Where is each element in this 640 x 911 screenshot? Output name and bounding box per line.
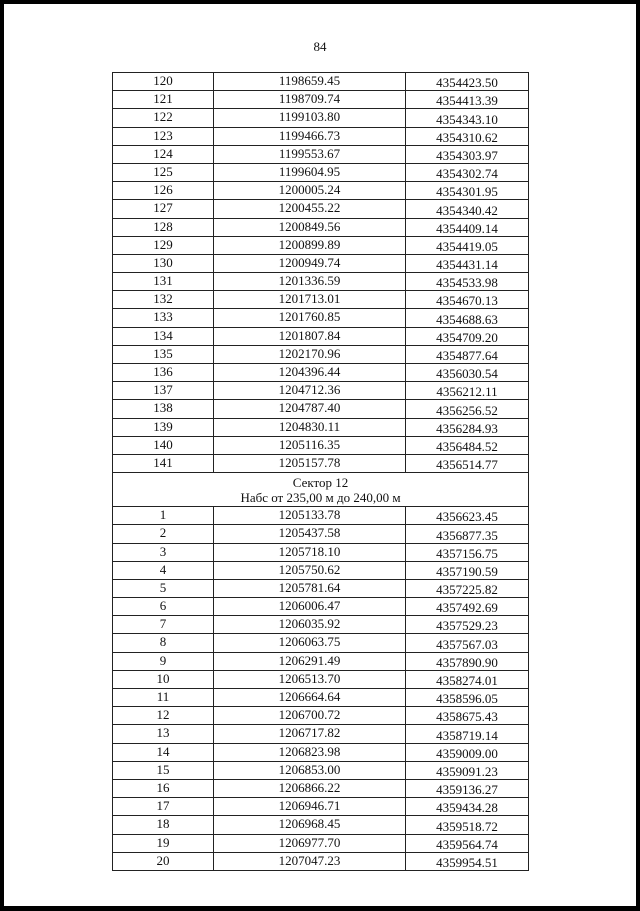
x-coordinate-cell: 1201713.01 (214, 291, 406, 309)
x-coordinate-cell: 1199553.67 (214, 145, 406, 163)
table-row (113, 525, 529, 543)
table-row (113, 218, 529, 236)
point-number-cell: 8 (113, 634, 214, 652)
table-row (113, 543, 529, 561)
y-coordinate-cell: 4359009.00 (406, 743, 529, 761)
table-row (113, 327, 529, 345)
point-number-cell: 124 (113, 145, 214, 163)
table-row (113, 200, 529, 218)
table-row (113, 182, 529, 200)
table-row (113, 579, 529, 597)
table-row (113, 798, 529, 816)
point-number-cell: 128 (113, 218, 214, 236)
sector-header-section (113, 473, 529, 507)
y-coordinate-cell: 4356212.11 (406, 382, 529, 400)
x-coordinate-cell: 1198659.45 (214, 73, 406, 91)
x-coordinate-cell: 1199103.80 (214, 109, 406, 127)
table-row (113, 345, 529, 363)
table-row (113, 561, 529, 579)
point-number-cell: 131 (113, 273, 214, 291)
point-number-cell: 137 (113, 382, 214, 400)
y-coordinate-cell: 4354877.64 (406, 345, 529, 363)
x-coordinate-cell: 1206977.70 (214, 834, 406, 852)
point-number-cell: 14 (113, 743, 214, 761)
sector-header-row (113, 473, 529, 507)
x-coordinate-cell: 1206866.22 (214, 779, 406, 797)
table-row (113, 725, 529, 743)
y-coordinate-cell: 4357156.75 (406, 543, 529, 561)
table-row (113, 254, 529, 272)
y-coordinate-cell: 4354431.14 (406, 254, 529, 272)
point-number-cell: 6 (113, 598, 214, 616)
y-coordinate-cell: 4357890.90 (406, 652, 529, 670)
point-number-cell: 141 (113, 454, 214, 472)
x-coordinate-cell: 1200899.89 (214, 236, 406, 254)
point-number-cell: 3 (113, 543, 214, 561)
y-coordinate-cell: 4354343.10 (406, 109, 529, 127)
x-coordinate-cell: 1204787.40 (214, 400, 406, 418)
x-coordinate-cell: 1206946.71 (214, 798, 406, 816)
y-coordinate-cell: 4359518.72 (406, 816, 529, 834)
table-row (113, 236, 529, 254)
y-coordinate-cell: 4359091.23 (406, 761, 529, 779)
coordinates-table-top-section (113, 73, 529, 473)
y-coordinate-cell: 4354670.13 (406, 291, 529, 309)
point-number-cell: 129 (113, 236, 214, 254)
point-number-cell: 135 (113, 345, 214, 363)
y-coordinate-cell: 4356030.54 (406, 364, 529, 382)
y-coordinate-cell: 4357529.23 (406, 616, 529, 634)
point-number-cell: 136 (113, 364, 214, 382)
y-coordinate-cell: 4357190.59 (406, 561, 529, 579)
y-coordinate-cell: 4354310.62 (406, 127, 529, 145)
sector-title: Сектор 12 (292, 475, 349, 491)
y-coordinate-cell: 4354413.39 (406, 91, 529, 109)
y-coordinate-cell: 4354423.50 (406, 73, 529, 91)
table-row (113, 436, 529, 454)
x-coordinate-cell: 1200949.74 (214, 254, 406, 272)
table-row (113, 91, 529, 109)
table-row (113, 127, 529, 145)
x-coordinate-cell: 1205718.10 (214, 543, 406, 561)
point-number-cell: 2 (113, 525, 214, 543)
table-row (113, 454, 529, 472)
y-coordinate-cell: 4354301.95 (406, 182, 529, 200)
table-row (113, 364, 529, 382)
x-coordinate-cell: 1201807.84 (214, 327, 406, 345)
y-coordinate-cell: 4359136.27 (406, 779, 529, 797)
x-coordinate-cell: 1206513.70 (214, 670, 406, 688)
point-number-cell: 13 (113, 725, 214, 743)
table-row (113, 309, 529, 327)
x-coordinate-cell: 1206717.82 (214, 725, 406, 743)
table-row (113, 761, 529, 779)
y-coordinate-cell: 4356284.93 (406, 418, 529, 436)
point-number-cell: 138 (113, 400, 214, 418)
x-coordinate-cell: 1200849.56 (214, 218, 406, 236)
x-coordinate-cell: 1199604.95 (214, 163, 406, 181)
y-coordinate-cell: 4357567.03 (406, 634, 529, 652)
x-coordinate-cell: 1206063.75 (214, 634, 406, 652)
x-coordinate-cell: 1205437.58 (214, 525, 406, 543)
point-number-cell: 123 (113, 127, 214, 145)
y-coordinate-cell: 4354533.98 (406, 273, 529, 291)
table-row (113, 145, 529, 163)
point-number-cell: 17 (113, 798, 214, 816)
y-coordinate-cell: 4356256.52 (406, 400, 529, 418)
y-coordinate-cell: 4354688.63 (406, 309, 529, 327)
x-coordinate-cell: 1206968.45 (214, 816, 406, 834)
table-row (113, 634, 529, 652)
x-coordinate-cell: 1206006.47 (214, 598, 406, 616)
x-coordinate-cell: 1206853.00 (214, 761, 406, 779)
point-number-cell: 9 (113, 652, 214, 670)
table-row (113, 652, 529, 670)
x-coordinate-cell: 1202170.96 (214, 345, 406, 363)
x-coordinate-cell: 1206035.92 (214, 616, 406, 634)
table-row (113, 418, 529, 436)
y-coordinate-cell: 4356877.35 (406, 525, 529, 543)
table-row (113, 779, 529, 797)
point-number-cell: 20 (113, 852, 214, 870)
y-coordinate-cell: 4359434.28 (406, 798, 529, 816)
point-number-cell: 18 (113, 816, 214, 834)
x-coordinate-cell: 1200455.22 (214, 200, 406, 218)
y-coordinate-cell: 4358719.14 (406, 725, 529, 743)
table-row (113, 507, 529, 525)
x-coordinate-cell: 1206700.72 (214, 707, 406, 725)
table-row (113, 707, 529, 725)
y-coordinate-cell: 4354303.97 (406, 145, 529, 163)
x-coordinate-cell: 1205133.78 (214, 507, 406, 525)
table-row (113, 670, 529, 688)
x-coordinate-cell: 1199466.73 (214, 127, 406, 145)
x-coordinate-cell: 1206664.64 (214, 689, 406, 707)
point-number-cell: 132 (113, 291, 214, 309)
point-number-cell: 125 (113, 163, 214, 181)
point-number-cell: 133 (113, 309, 214, 327)
table-row (113, 616, 529, 634)
x-coordinate-cell: 1205750.62 (214, 561, 406, 579)
x-coordinate-cell: 1206823.98 (214, 743, 406, 761)
point-number-cell: 12 (113, 707, 214, 725)
x-coordinate-cell: 1204712.36 (214, 382, 406, 400)
x-coordinate-cell: 1204830.11 (214, 418, 406, 436)
table-row (113, 852, 529, 870)
table-row (113, 73, 529, 91)
point-number-cell: 1 (113, 507, 214, 525)
point-number-cell: 140 (113, 436, 214, 454)
y-coordinate-cell: 4358274.01 (406, 670, 529, 688)
point-number-cell: 121 (113, 91, 214, 109)
point-number-cell: 11 (113, 689, 214, 707)
table-row (113, 109, 529, 127)
point-number-cell: 139 (113, 418, 214, 436)
x-coordinate-cell: 1205781.64 (214, 579, 406, 597)
y-coordinate-cell: 4354302.74 (406, 163, 529, 181)
table-row (113, 163, 529, 181)
y-coordinate-cell: 4356623.45 (406, 507, 529, 525)
y-coordinate-cell: 4359954.51 (406, 852, 529, 870)
point-number-cell: 19 (113, 834, 214, 852)
point-number-cell: 122 (113, 109, 214, 127)
table-row (113, 834, 529, 852)
table-row (113, 291, 529, 309)
x-coordinate-cell: 1207047.23 (214, 852, 406, 870)
x-coordinate-cell: 1201760.85 (214, 309, 406, 327)
y-coordinate-cell: 4354419.05 (406, 236, 529, 254)
point-number-cell: 126 (113, 182, 214, 200)
y-coordinate-cell: 4354409.14 (406, 218, 529, 236)
table-row (113, 689, 529, 707)
sector-height-range: Набс от 235,00 м до 240,00 м (240, 490, 401, 506)
sector-header-cell (113, 473, 529, 507)
x-coordinate-cell: 1205116.35 (214, 436, 406, 454)
point-number-cell: 127 (113, 200, 214, 218)
y-coordinate-cell: 4359564.74 (406, 834, 529, 852)
y-coordinate-cell: 4356484.52 (406, 436, 529, 454)
point-number-cell: 130 (113, 254, 214, 272)
x-coordinate-cell: 1198709.74 (214, 91, 406, 109)
point-number-cell: 10 (113, 670, 214, 688)
y-coordinate-cell: 4358675.43 (406, 707, 529, 725)
y-coordinate-cell: 4357225.82 (406, 579, 529, 597)
coordinates-table (112, 72, 529, 871)
y-coordinate-cell: 4354340.42 (406, 200, 529, 218)
table-row (113, 273, 529, 291)
point-number-cell: 134 (113, 327, 214, 345)
point-number-cell: 7 (113, 616, 214, 634)
table-row (113, 743, 529, 761)
y-coordinate-cell: 4354709.20 (406, 327, 529, 345)
x-coordinate-cell: 1204396.44 (214, 364, 406, 382)
x-coordinate-cell: 1205157.78 (214, 454, 406, 472)
y-coordinate-cell: 4358596.05 (406, 689, 529, 707)
point-number-cell: 16 (113, 779, 214, 797)
table-row (113, 816, 529, 834)
x-coordinate-cell: 1201336.59 (214, 273, 406, 291)
table-row (113, 382, 529, 400)
y-coordinate-cell: 4356514.77 (406, 454, 529, 472)
x-coordinate-cell: 1206291.49 (214, 652, 406, 670)
x-coordinate-cell: 1200005.24 (214, 182, 406, 200)
point-number-cell: 120 (113, 73, 214, 91)
point-number-cell: 5 (113, 579, 214, 597)
coordinates-table-bottom-section (113, 507, 529, 871)
point-number-cell: 4 (113, 561, 214, 579)
table-row (113, 598, 529, 616)
document-page (4, 4, 636, 906)
y-coordinate-cell: 4357492.69 (406, 598, 529, 616)
page-number: 84 (313, 39, 327, 54)
point-number-cell: 15 (113, 761, 214, 779)
table-row (113, 400, 529, 418)
